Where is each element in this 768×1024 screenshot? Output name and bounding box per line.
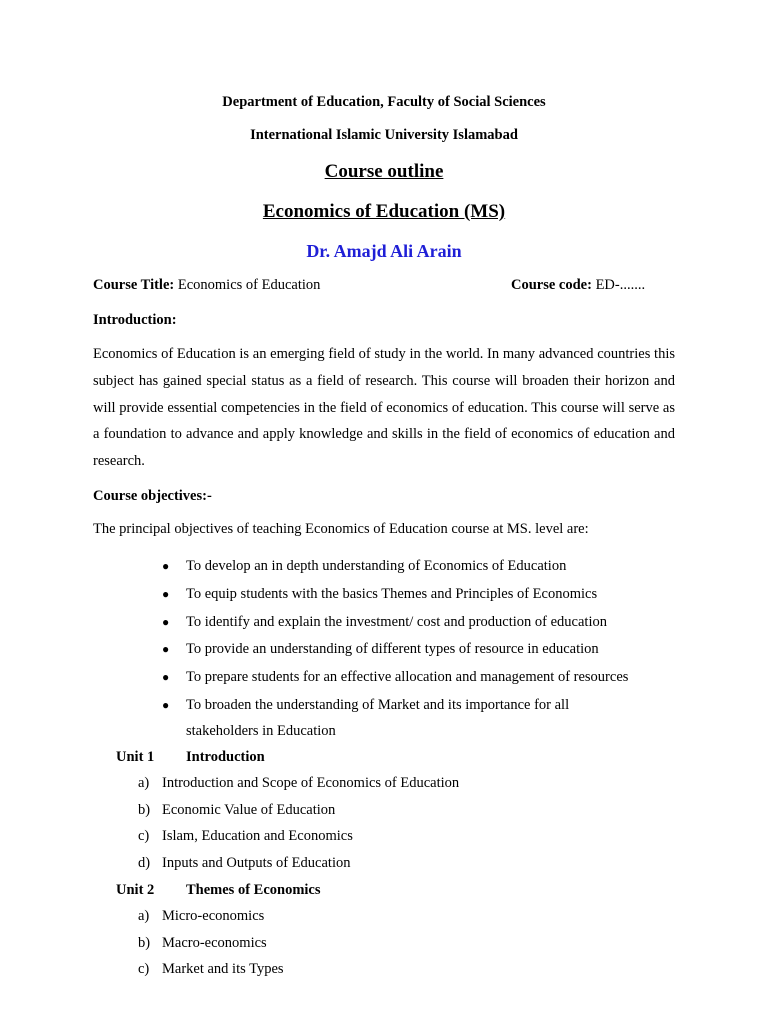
topic-text: Micro-economics: [162, 908, 265, 924]
list-item: [160, 664, 680, 690]
topic-text: Economic Value of Education: [162, 801, 336, 818]
introduction-heading: Introduction:: [93, 312, 177, 328]
unit-title: Introduction: [186, 749, 265, 765]
list-item: [160, 636, 680, 662]
list-item: [160, 553, 680, 579]
unit-title: Themes of Economics: [186, 882, 321, 898]
author-name: Dr. Amajd Ali Arain: [306, 241, 462, 261]
objective-text: To prepare students for an effective allocation and management of resources: [186, 669, 629, 686]
list-item: [160, 609, 680, 635]
list-marker: b): [138, 934, 151, 951]
course-code-label: Course code:: [511, 277, 592, 293]
unit-topic-list: [138, 903, 284, 983]
unit-heading: [116, 748, 265, 766]
list-item: [138, 770, 459, 797]
list-marker: c): [138, 828, 150, 845]
objective-text: To broaden the understanding of Market and its importance for all stakeholders in Education: [186, 696, 570, 739]
course-name-title: Economics of Education (MS): [262, 201, 506, 222]
department-line: Department of Education, Faculty of Social Sciences: [222, 94, 546, 110]
unit-topic-list: [138, 770, 459, 877]
list-item: [138, 903, 284, 930]
list-marker: d): [138, 855, 151, 872]
objective-text: To provide an understanding of different types of resource in education: [186, 641, 599, 658]
list-item: [160, 581, 680, 607]
topic-text: Islam, Education and Economics: [162, 828, 353, 845]
university-line: International Islamic University Islamabad: [250, 127, 518, 143]
unit-label: Unit 1: [116, 749, 155, 765]
objectives-list: [160, 553, 680, 746]
topic-text: Introduction and Scope of Economics of Education: [162, 775, 460, 791]
list-item: [138, 850, 459, 877]
introduction-paragraph: Economics of Education is an emerging field of study in the world. In many advanced countries this subject has gained special status as a field of research. This course will broaden their horizon and will provide essential competencies in the field of economics of education. This course will serve as a foundation to advance and apply knowledge and skills in the field of economics of education and research.: [93, 346, 675, 470]
unit-heading: [116, 881, 321, 899]
objective-text: To equip students with the basics Themes and Principles of Economics: [186, 585, 598, 602]
course-title-line: [93, 276, 320, 294]
bullet-icon: ●: [162, 559, 170, 573]
list-item: [160, 692, 606, 744]
objectives-lead: The principal objectives of teaching Economics of Education course at MS. level are:: [93, 521, 589, 537]
list-item: [138, 956, 284, 983]
bullet-icon: ●: [162, 670, 170, 685]
topic-text: Inputs and Outputs of Education: [162, 855, 351, 872]
objective-text: To identify and explain the investment/ cost and production of education: [186, 613, 607, 630]
topic-text: Macro-economics: [162, 934, 267, 951]
list-item: [138, 930, 284, 957]
bullet-icon: ●: [162, 642, 170, 657]
list-item: [138, 797, 459, 824]
list-marker: c): [138, 961, 150, 978]
list-marker: b): [138, 801, 151, 818]
list-marker: a): [138, 775, 150, 791]
bullet-icon: ●: [162, 586, 170, 601]
bullet-icon: ●: [162, 697, 170, 712]
document-type-title: Course outline: [324, 161, 444, 182]
course-code-value: ED-.......: [595, 277, 646, 293]
objective-text: To develop an in depth understanding of Economics of Education: [186, 558, 567, 574]
list-marker: a): [138, 908, 150, 924]
bullet-icon: ●: [162, 614, 170, 629]
course-title-label: Course Title:: [93, 277, 175, 293]
unit-label: Unit 2: [116, 882, 155, 898]
list-item: [138, 823, 459, 850]
topic-text: Market and its Types: [162, 961, 284, 978]
course-code-line: [511, 276, 645, 294]
course-title-value: Economics of Education: [177, 277, 321, 293]
objectives-heading: Course objectives:-: [93, 488, 212, 504]
